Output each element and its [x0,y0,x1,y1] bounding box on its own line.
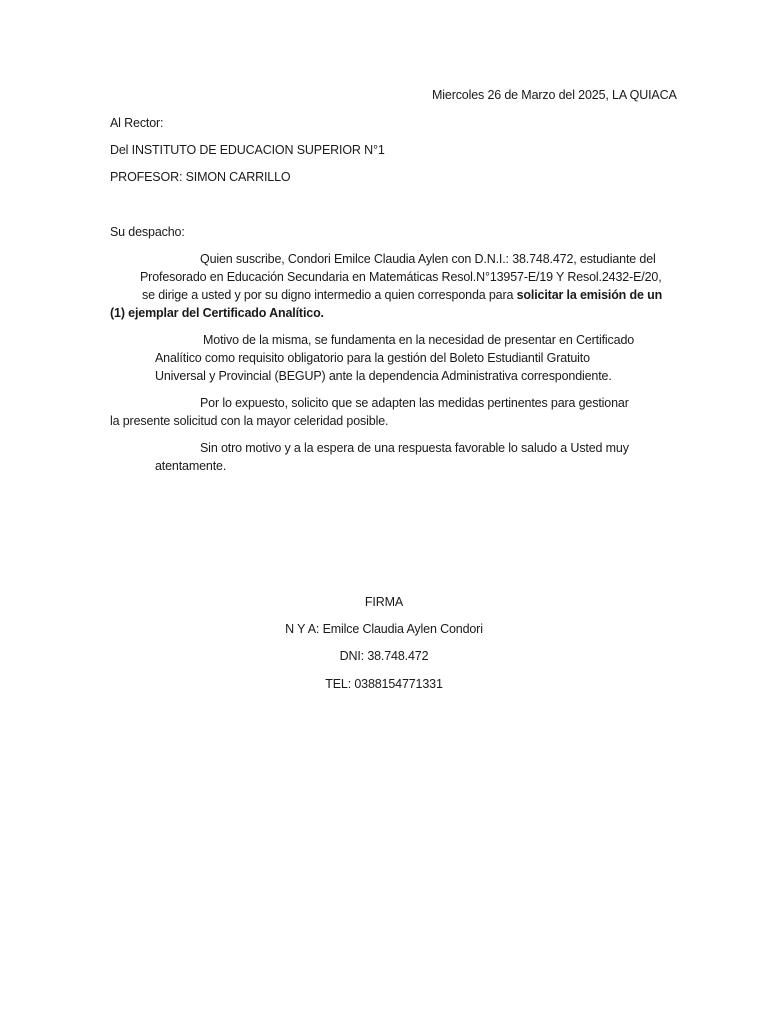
recipient-name: PROFESOR: SIMON CARRILLO [110,170,291,184]
paragraph2-line2: Analítico como requisito obligatorio para la gestión del Boleto Estudiantil Gratuito [155,351,590,365]
paragraph4-line1: Sin otro motivo y a la espera de una respuesta favorable lo saludo a Usted muy [200,441,629,455]
paragraph1-line3-bold: solicitar la emisión de un [516,288,663,302]
paragraph1-line3-text: se dirige a usted y por su digno intermedio a quien corresponda para [142,288,517,302]
date-line: Miercoles 26 de Marzo del 2025, LA QUIACA [432,88,677,102]
paragraph4-line2: atentamente. [155,459,227,473]
recipient-title: Al Rector: [110,116,164,130]
signature-name: N Y A: Emilce Claudia Aylen Condori [285,622,483,636]
paragraph1-line1: Quien suscribe, Condori Emilce Claudia Aylen con D.N.I.: 38.748.472, estudiante del [200,252,656,266]
salutation: Su despacho: [110,225,185,239]
paragraph1-line3 [142,286,662,304]
paragraph1-line4-bold: (1) ejemplar del Certificado Analítico. [110,306,324,320]
paragraph1-line2: Profesorado en Educación Secundaria en Matemáticas Resol.N°13957-E/19 Y Resol.2432-E/20, [140,270,662,284]
signature-label: FIRMA [364,595,404,609]
paragraph2-line1: Motivo de la misma, se fundamenta en la necesidad de presentar en Certificado [203,333,635,347]
paragraph3-line2: la presente solicitud con la mayor celeridad posible. [110,414,389,428]
paragraph2-line3: Universal y Provincial (BEGUP) ante la dependencia Administrativa correspondiente. [155,369,612,383]
recipient-institution: Del INSTITUTO DE EDUCACION SUPERIOR N°1 [110,143,385,157]
signature-phone: TEL: 0388154771331 [325,677,443,691]
paragraph3-line1: Por lo expuesto, solicito que se adapten las medidas pertinentes para gestionar [200,396,629,410]
signature-dni: DNI: 38.748.472 [339,649,429,663]
